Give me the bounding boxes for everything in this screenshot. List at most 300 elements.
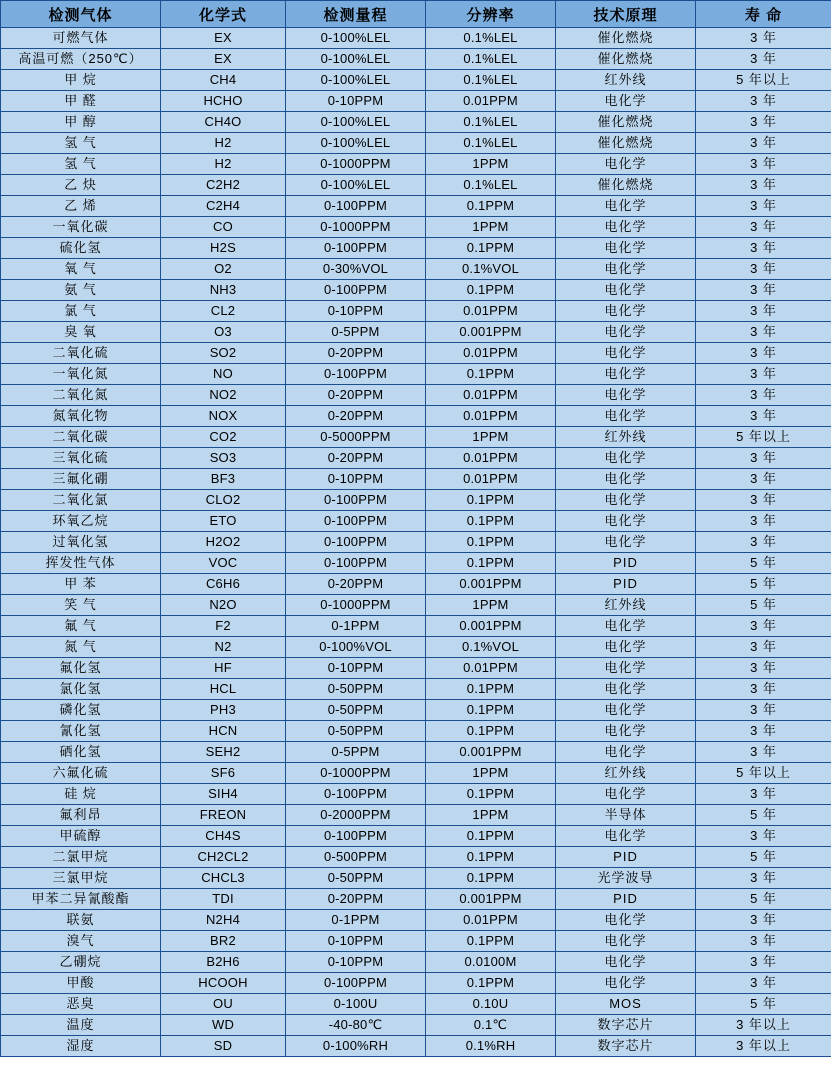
life-cell: 3 年 — [696, 259, 831, 280]
gas-name-cell: 高温可燃（250℃） — [1, 49, 161, 70]
table-row — [1, 1015, 831, 1036]
detection-range-cell: 0-10PPM — [286, 91, 426, 112]
principle-cell: 电化学 — [556, 301, 696, 322]
chemical-formula-cell: EX — [161, 28, 286, 49]
life-cell: 3 年 — [696, 385, 831, 406]
life-cell: 3 年 — [696, 406, 831, 427]
resolution-cell: 0.1PPM — [426, 511, 556, 532]
life-cell: 3 年 — [696, 238, 831, 259]
gas-name-cell: 溴气 — [1, 931, 161, 952]
principle-cell: 电化学 — [556, 511, 696, 532]
chemical-formula-cell: BR2 — [161, 931, 286, 952]
detection-range-cell: 0-20PPM — [286, 343, 426, 364]
life-cell: 3 年 — [696, 952, 831, 973]
detection-range-cell: 0-5000PPM — [286, 427, 426, 448]
detection-range-cell: 0-20PPM — [286, 406, 426, 427]
table-row — [1, 175, 831, 196]
principle-cell: 电化学 — [556, 721, 696, 742]
chemical-formula-cell: SD — [161, 1036, 286, 1057]
chemical-formula-cell: VOC — [161, 553, 286, 574]
principle-cell: PID — [556, 847, 696, 868]
resolution-cell: 1PPM — [426, 595, 556, 616]
resolution-cell: 1PPM — [426, 763, 556, 784]
life-cell: 3 年 — [696, 784, 831, 805]
chemical-formula-cell: HF — [161, 658, 286, 679]
principle-cell: 电化学 — [556, 259, 696, 280]
gas-name-cell: 笑 气 — [1, 595, 161, 616]
table-row — [1, 133, 831, 154]
detection-range-cell: 0-10PPM — [286, 952, 426, 973]
resolution-cell: 0.1%VOL — [426, 637, 556, 658]
detection-range-cell: 0-100%LEL — [286, 112, 426, 133]
resolution-cell: 0.001PPM — [426, 574, 556, 595]
gas-name-cell: 乙硼烷 — [1, 952, 161, 973]
chemical-formula-cell: H2 — [161, 133, 286, 154]
detection-range-cell: 0-10PPM — [286, 301, 426, 322]
resolution-cell: 0.1PPM — [426, 196, 556, 217]
life-cell: 3 年 — [696, 511, 831, 532]
resolution-cell: 0.01PPM — [426, 658, 556, 679]
chemical-formula-cell: N2 — [161, 637, 286, 658]
chemical-formula-cell: OU — [161, 994, 286, 1015]
principle-cell: 电化学 — [556, 196, 696, 217]
table-row — [1, 784, 831, 805]
principle-cell: 电化学 — [556, 742, 696, 763]
detection-range-cell: 0-100PPM — [286, 490, 426, 511]
chemical-formula-cell: SEH2 — [161, 742, 286, 763]
principle-cell: 电化学 — [556, 952, 696, 973]
resolution-cell: 0.1PPM — [426, 238, 556, 259]
life-cell: 3 年 — [696, 868, 831, 889]
gas-name-cell: 氧 气 — [1, 259, 161, 280]
gas-name-cell: 氢 气 — [1, 154, 161, 175]
chemical-formula-cell: CH4 — [161, 70, 286, 91]
life-cell: 3 年 — [696, 322, 831, 343]
life-cell: 3 年 — [696, 133, 831, 154]
chemical-formula-cell: SF6 — [161, 763, 286, 784]
life-cell: 3 年 — [696, 448, 831, 469]
principle-cell: 电化学 — [556, 532, 696, 553]
principle-cell: 电化学 — [556, 931, 696, 952]
chemical-formula-cell: HCOOH — [161, 973, 286, 994]
detection-range-cell: 0-5PPM — [286, 742, 426, 763]
gas-name-cell: 二氧化碳 — [1, 427, 161, 448]
detection-range-cell: 0-100PPM — [286, 532, 426, 553]
resolution-cell: 0.1PPM — [426, 532, 556, 553]
table-row — [1, 406, 831, 427]
table-row — [1, 154, 831, 175]
gas-name-cell: 甲 苯 — [1, 574, 161, 595]
detection-range-cell: 0-100PPM — [286, 196, 426, 217]
detection-range-cell: 0-2000PPM — [286, 805, 426, 826]
table-row — [1, 511, 831, 532]
gas-name-cell: 可燃气体 — [1, 28, 161, 49]
principle-cell: 催化燃烧 — [556, 28, 696, 49]
gas-name-cell: 恶臭 — [1, 994, 161, 1015]
gas-name-cell: 二氧化氮 — [1, 385, 161, 406]
resolution-cell: 0.1PPM — [426, 280, 556, 301]
resolution-cell: 0.1%LEL — [426, 175, 556, 196]
principle-cell: PID — [556, 574, 696, 595]
principle-cell: 电化学 — [556, 280, 696, 301]
chemical-formula-cell: HCL — [161, 679, 286, 700]
principle-cell: 电化学 — [556, 322, 696, 343]
column-header-resolution: 分辨率 — [426, 1, 556, 28]
resolution-cell: 1PPM — [426, 154, 556, 175]
resolution-cell: 0.01PPM — [426, 910, 556, 931]
resolution-cell: 1PPM — [426, 427, 556, 448]
table-row — [1, 427, 831, 448]
table-row — [1, 994, 831, 1015]
detection-range-cell: 0-100PPM — [286, 364, 426, 385]
chemical-formula-cell: F2 — [161, 616, 286, 637]
table-row — [1, 1036, 831, 1057]
resolution-cell: 0.1PPM — [426, 931, 556, 952]
table-row — [1, 595, 831, 616]
table-row — [1, 553, 831, 574]
table-row — [1, 805, 831, 826]
principle-cell: 红外线 — [556, 70, 696, 91]
detection-range-cell: 0-10PPM — [286, 469, 426, 490]
gas-name-cell: 六氟化硫 — [1, 763, 161, 784]
gas-name-cell: 温度 — [1, 1015, 161, 1036]
principle-cell: 电化学 — [556, 826, 696, 847]
table-header — [1, 1, 831, 28]
principle-cell: MOS — [556, 994, 696, 1015]
life-cell: 3 年以上 — [696, 1036, 831, 1057]
life-cell: 3 年 — [696, 742, 831, 763]
gas-name-cell: 乙 烯 — [1, 196, 161, 217]
principle-cell: 电化学 — [556, 700, 696, 721]
detection-range-cell: 0-100PPM — [286, 784, 426, 805]
life-cell: 5 年以上 — [696, 763, 831, 784]
column-header-principle: 技术原理 — [556, 1, 696, 28]
principle-cell: 催化燃烧 — [556, 49, 696, 70]
resolution-cell: 0.001PPM — [426, 322, 556, 343]
gas-name-cell: 一氧化氮 — [1, 364, 161, 385]
table-row — [1, 448, 831, 469]
table-row — [1, 721, 831, 742]
gas-name-cell: 臭 氧 — [1, 322, 161, 343]
life-cell: 5 年 — [696, 574, 831, 595]
detection-range-cell: 0-100%LEL — [286, 133, 426, 154]
table-body — [1, 28, 831, 1057]
principle-cell: 电化学 — [556, 217, 696, 238]
principle-cell: 电化学 — [556, 679, 696, 700]
life-cell: 3 年 — [696, 721, 831, 742]
principle-cell: 光学波导 — [556, 868, 696, 889]
gas-name-cell: 二氧化氯 — [1, 490, 161, 511]
detection-range-cell: 0-20PPM — [286, 574, 426, 595]
chemical-formula-cell: FREON — [161, 805, 286, 826]
detection-range-cell: 0-50PPM — [286, 700, 426, 721]
chemical-formula-cell: N2O — [161, 595, 286, 616]
chemical-formula-cell: C2H4 — [161, 196, 286, 217]
table-row — [1, 196, 831, 217]
gas-name-cell: 硅 烷 — [1, 784, 161, 805]
gas-name-cell: 甲 烷 — [1, 70, 161, 91]
detection-range-cell: 0-10PPM — [286, 931, 426, 952]
chemical-formula-cell: H2O2 — [161, 532, 286, 553]
gas-name-cell: 硒化氢 — [1, 742, 161, 763]
table-row — [1, 385, 831, 406]
resolution-cell: 1PPM — [426, 217, 556, 238]
life-cell: 3 年 — [696, 973, 831, 994]
resolution-cell: 0.01PPM — [426, 91, 556, 112]
detection-range-cell: 0-100%LEL — [286, 49, 426, 70]
gas-name-cell: 环氧乙烷 — [1, 511, 161, 532]
life-cell: 5 年 — [696, 994, 831, 1015]
detection-range-cell: 0-1000PPM — [286, 763, 426, 784]
table-row — [1, 952, 831, 973]
chemical-formula-cell: SO2 — [161, 343, 286, 364]
resolution-cell: 0.1%LEL — [426, 49, 556, 70]
resolution-cell: 0.1PPM — [426, 679, 556, 700]
resolution-cell: 0.001PPM — [426, 742, 556, 763]
principle-cell: 电化学 — [556, 910, 696, 931]
life-cell: 3 年 — [696, 469, 831, 490]
life-cell: 3 年 — [696, 175, 831, 196]
table-row — [1, 217, 831, 238]
detection-range-cell: 0-50PPM — [286, 679, 426, 700]
chemical-formula-cell: BF3 — [161, 469, 286, 490]
resolution-cell: 0.1%VOL — [426, 259, 556, 280]
principle-cell: 电化学 — [556, 91, 696, 112]
detection-range-cell: 0-100PPM — [286, 553, 426, 574]
table-row — [1, 889, 831, 910]
chemical-formula-cell: ETO — [161, 511, 286, 532]
chemical-formula-cell: B2H6 — [161, 952, 286, 973]
gas-name-cell: 氟 气 — [1, 616, 161, 637]
principle-cell: 电化学 — [556, 238, 696, 259]
gas-name-cell: 氯化氢 — [1, 679, 161, 700]
gas-name-cell: 过氧化氢 — [1, 532, 161, 553]
principle-cell: 催化燃烧 — [556, 175, 696, 196]
principle-cell: 电化学 — [556, 784, 696, 805]
gas-name-cell: 氰化氢 — [1, 721, 161, 742]
resolution-cell: 0.1%LEL — [426, 112, 556, 133]
principle-cell: 电化学 — [556, 637, 696, 658]
gas-name-cell: 甲 醇 — [1, 112, 161, 133]
detection-range-cell: 0-100%RH — [286, 1036, 426, 1057]
detection-range-cell: 0-5PPM — [286, 322, 426, 343]
table-row — [1, 49, 831, 70]
gas-name-cell: 氯 气 — [1, 301, 161, 322]
principle-cell: 红外线 — [556, 595, 696, 616]
resolution-cell: 0.1PPM — [426, 847, 556, 868]
principle-cell: 电化学 — [556, 490, 696, 511]
detection-range-cell: 0-100%LEL — [286, 175, 426, 196]
chemical-formula-cell: HCN — [161, 721, 286, 742]
table-row — [1, 658, 831, 679]
life-cell: 3 年 — [696, 343, 831, 364]
detection-range-cell: 0-100%VOL — [286, 637, 426, 658]
chemical-formula-cell: CH2CL2 — [161, 847, 286, 868]
column-header-formula: 化学式 — [161, 1, 286, 28]
detection-range-cell: 0-1000PPM — [286, 154, 426, 175]
detection-range-cell: 0-100PPM — [286, 826, 426, 847]
principle-cell: 数字芯片 — [556, 1036, 696, 1057]
gas-name-cell: 联氨 — [1, 910, 161, 931]
table-row — [1, 322, 831, 343]
resolution-cell: 0.1PPM — [426, 490, 556, 511]
resolution-cell: 0.01PPM — [426, 385, 556, 406]
resolution-cell: 0.1PPM — [426, 868, 556, 889]
life-cell: 3 年以上 — [696, 1015, 831, 1036]
life-cell: 3 年 — [696, 91, 831, 112]
resolution-cell: 0.01PPM — [426, 448, 556, 469]
life-cell: 3 年 — [696, 28, 831, 49]
column-header-life: 寿 命 — [696, 1, 831, 28]
life-cell: 3 年 — [696, 280, 831, 301]
resolution-cell: 0.1PPM — [426, 553, 556, 574]
life-cell: 3 年 — [696, 826, 831, 847]
table-row — [1, 364, 831, 385]
life-cell: 3 年 — [696, 154, 831, 175]
detection-range-cell: 0-20PPM — [286, 385, 426, 406]
principle-cell: 红外线 — [556, 427, 696, 448]
life-cell: 3 年 — [696, 196, 831, 217]
table-row — [1, 637, 831, 658]
life-cell: 3 年 — [696, 700, 831, 721]
chemical-formula-cell: EX — [161, 49, 286, 70]
chemical-formula-cell: CH4S — [161, 826, 286, 847]
gas-name-cell: 甲酸 — [1, 973, 161, 994]
chemical-formula-cell: SIH4 — [161, 784, 286, 805]
life-cell: 3 年 — [696, 490, 831, 511]
detection-range-cell: 0-100%LEL — [286, 70, 426, 91]
resolution-cell: 0.0100M — [426, 952, 556, 973]
chemical-formula-cell: NH3 — [161, 280, 286, 301]
table-row — [1, 973, 831, 994]
life-cell: 5 年以上 — [696, 70, 831, 91]
resolution-cell: 0.1PPM — [426, 784, 556, 805]
life-cell: 3 年 — [696, 658, 831, 679]
detection-range-cell: 0-1PPM — [286, 910, 426, 931]
table-row — [1, 259, 831, 280]
column-header-gas: 检测气体 — [1, 1, 161, 28]
gas-name-cell: 甲硫醇 — [1, 826, 161, 847]
detection-range-cell: 0-1PPM — [286, 616, 426, 637]
principle-cell: 电化学 — [556, 658, 696, 679]
principle-cell: 电化学 — [556, 616, 696, 637]
chemical-formula-cell: NO2 — [161, 385, 286, 406]
gas-name-cell: 一氧化碳 — [1, 217, 161, 238]
table-row — [1, 343, 831, 364]
life-cell: 3 年 — [696, 301, 831, 322]
table-row — [1, 763, 831, 784]
resolution-cell: 0.01PPM — [426, 301, 556, 322]
life-cell: 5 年 — [696, 553, 831, 574]
gas-name-cell: 氢 气 — [1, 133, 161, 154]
chemical-formula-cell: O3 — [161, 322, 286, 343]
resolution-cell: 0.01PPM — [426, 406, 556, 427]
gas-name-cell: 氟化氢 — [1, 658, 161, 679]
principle-cell: 电化学 — [556, 448, 696, 469]
resolution-cell: 0.01PPM — [426, 469, 556, 490]
detection-range-cell: 0-10PPM — [286, 658, 426, 679]
principle-cell: 电化学 — [556, 343, 696, 364]
table-row — [1, 700, 831, 721]
table-row — [1, 679, 831, 700]
detection-range-cell: 0-100PPM — [286, 973, 426, 994]
chemical-formula-cell: O2 — [161, 259, 286, 280]
chemical-formula-cell: CHCL3 — [161, 868, 286, 889]
life-cell: 3 年 — [696, 532, 831, 553]
detection-range-cell: 0-30%VOL — [286, 259, 426, 280]
resolution-cell: 0.001PPM — [426, 889, 556, 910]
chemical-formula-cell: PH3 — [161, 700, 286, 721]
table-row — [1, 742, 831, 763]
detection-range-cell: 0-50PPM — [286, 721, 426, 742]
table-row — [1, 112, 831, 133]
chemical-formula-cell: CO — [161, 217, 286, 238]
gas-name-cell: 氟利昂 — [1, 805, 161, 826]
table-row — [1, 238, 831, 259]
principle-cell: 电化学 — [556, 973, 696, 994]
chemical-formula-cell: H2 — [161, 154, 286, 175]
resolution-cell: 0.1%LEL — [426, 133, 556, 154]
principle-cell: 电化学 — [556, 385, 696, 406]
detection-range-cell: 0-100U — [286, 994, 426, 1015]
life-cell: 5 年 — [696, 595, 831, 616]
chemical-formula-cell: N2H4 — [161, 910, 286, 931]
principle-cell: PID — [556, 553, 696, 574]
life-cell: 5 年 — [696, 847, 831, 868]
gas-name-cell: 氮 气 — [1, 637, 161, 658]
chemical-formula-cell: H2S — [161, 238, 286, 259]
life-cell: 3 年 — [696, 217, 831, 238]
gas-name-cell: 氮氧化物 — [1, 406, 161, 427]
detection-range-cell: 0-20PPM — [286, 889, 426, 910]
resolution-cell: 0.1PPM — [426, 700, 556, 721]
chemical-formula-cell: TDI — [161, 889, 286, 910]
table-row — [1, 280, 831, 301]
table-row — [1, 301, 831, 322]
life-cell: 3 年 — [696, 931, 831, 952]
chemical-formula-cell: NO — [161, 364, 286, 385]
resolution-cell: 0.1%LEL — [426, 28, 556, 49]
gas-name-cell: 甲 醛 — [1, 91, 161, 112]
table-row — [1, 70, 831, 91]
chemical-formula-cell: CH4O — [161, 112, 286, 133]
gas-name-cell: 乙 炔 — [1, 175, 161, 196]
principle-cell: 催化燃烧 — [556, 112, 696, 133]
detection-range-cell: -40-80℃ — [286, 1015, 426, 1036]
chemical-formula-cell: NOX — [161, 406, 286, 427]
table-row — [1, 616, 831, 637]
table-row — [1, 28, 831, 49]
resolution-cell: 1PPM — [426, 805, 556, 826]
chemical-formula-cell: CO2 — [161, 427, 286, 448]
detection-range-cell: 0-100PPM — [286, 280, 426, 301]
gas-name-cell: 二氯甲烷 — [1, 847, 161, 868]
gas-name-cell: 磷化氢 — [1, 700, 161, 721]
detection-range-cell: 0-100PPM — [286, 511, 426, 532]
gas-name-cell: 硫化氢 — [1, 238, 161, 259]
principle-cell: 电化学 — [556, 364, 696, 385]
chemical-formula-cell: SO3 — [161, 448, 286, 469]
gas-name-cell: 三氧化硫 — [1, 448, 161, 469]
table-row — [1, 931, 831, 952]
life-cell: 3 年 — [696, 112, 831, 133]
resolution-cell: 0.01PPM — [426, 343, 556, 364]
gas-name-cell: 氨 气 — [1, 280, 161, 301]
life-cell: 3 年 — [696, 49, 831, 70]
life-cell: 5 年 — [696, 889, 831, 910]
chemical-formula-cell: C6H6 — [161, 574, 286, 595]
gas-name-cell: 三氟化硼 — [1, 469, 161, 490]
